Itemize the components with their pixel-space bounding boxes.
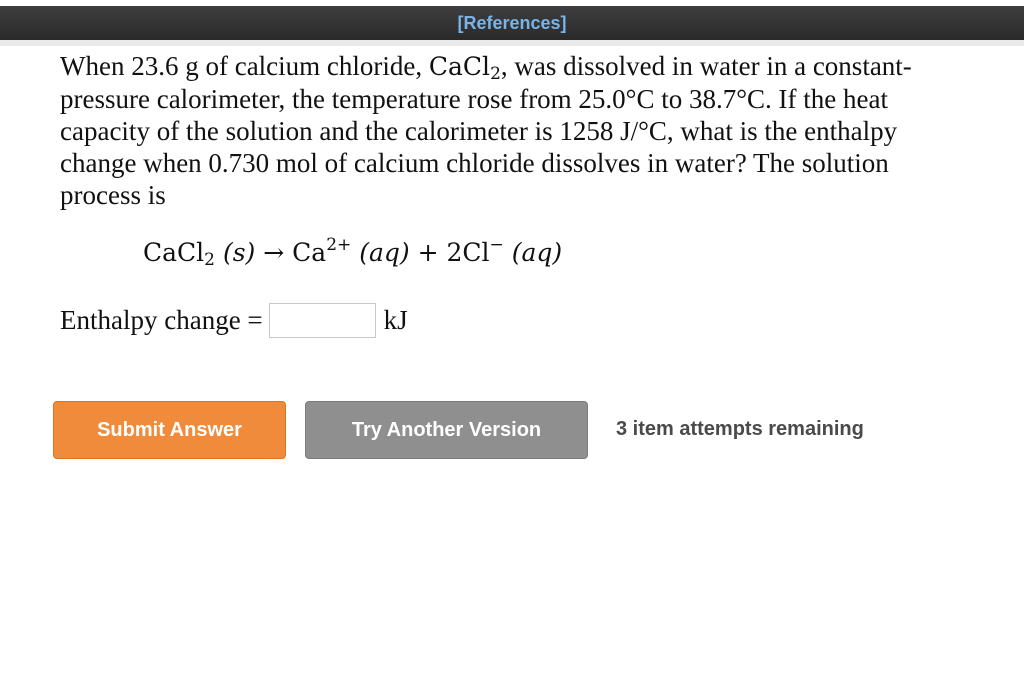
- enthalpy-change-input[interactable]: [269, 303, 376, 338]
- equation-arrow: →: [263, 238, 285, 267]
- equation-reactant-state: (s): [222, 238, 256, 267]
- equation-product2-state: (aq): [511, 238, 563, 267]
- answer-row: [60, 303, 408, 338]
- question-text: [60, 50, 950, 211]
- header-divider: [0, 40, 1024, 46]
- try-another-version-button[interactable]: Try Another Version: [305, 401, 588, 459]
- equation-product2: 2Cl−: [446, 235, 504, 267]
- attempts-remaining-text: 3 item attempts remaining: [616, 418, 864, 440]
- enthalpy-change-label: Enthalpy change =: [60, 305, 263, 335]
- question-part2: , was dissolved in water in a constant-pressure calorimeter, the temperature rose from 25.0°C to 38.7°C. If the heat capacity of the solution and the calorimeter is 1258 J/°C, what is the enthalpy change when 0.730 mol of calcium chloride dissolves in water? The solution process is: [60, 51, 912, 210]
- unit-label: kJ: [383, 305, 408, 335]
- question-part1: When 23.6 g of calcium chloride,: [60, 51, 429, 81]
- question-formula: CaCl$_2$: [428, 52, 501, 84]
- equation-reactant: CaCl$_2$: [143, 238, 215, 270]
- equation-product1-state: (aq): [359, 238, 410, 267]
- dissolution-equation: [143, 235, 563, 270]
- equation-plus: +: [417, 238, 439, 267]
- references-bar: [0, 6, 1024, 40]
- equation-product1: $Ca^{2+}$: [292, 235, 352, 267]
- submit-answer-button[interactable]: Submit Answer: [53, 401, 286, 459]
- references-link[interactable]: [References]: [457, 12, 567, 33]
